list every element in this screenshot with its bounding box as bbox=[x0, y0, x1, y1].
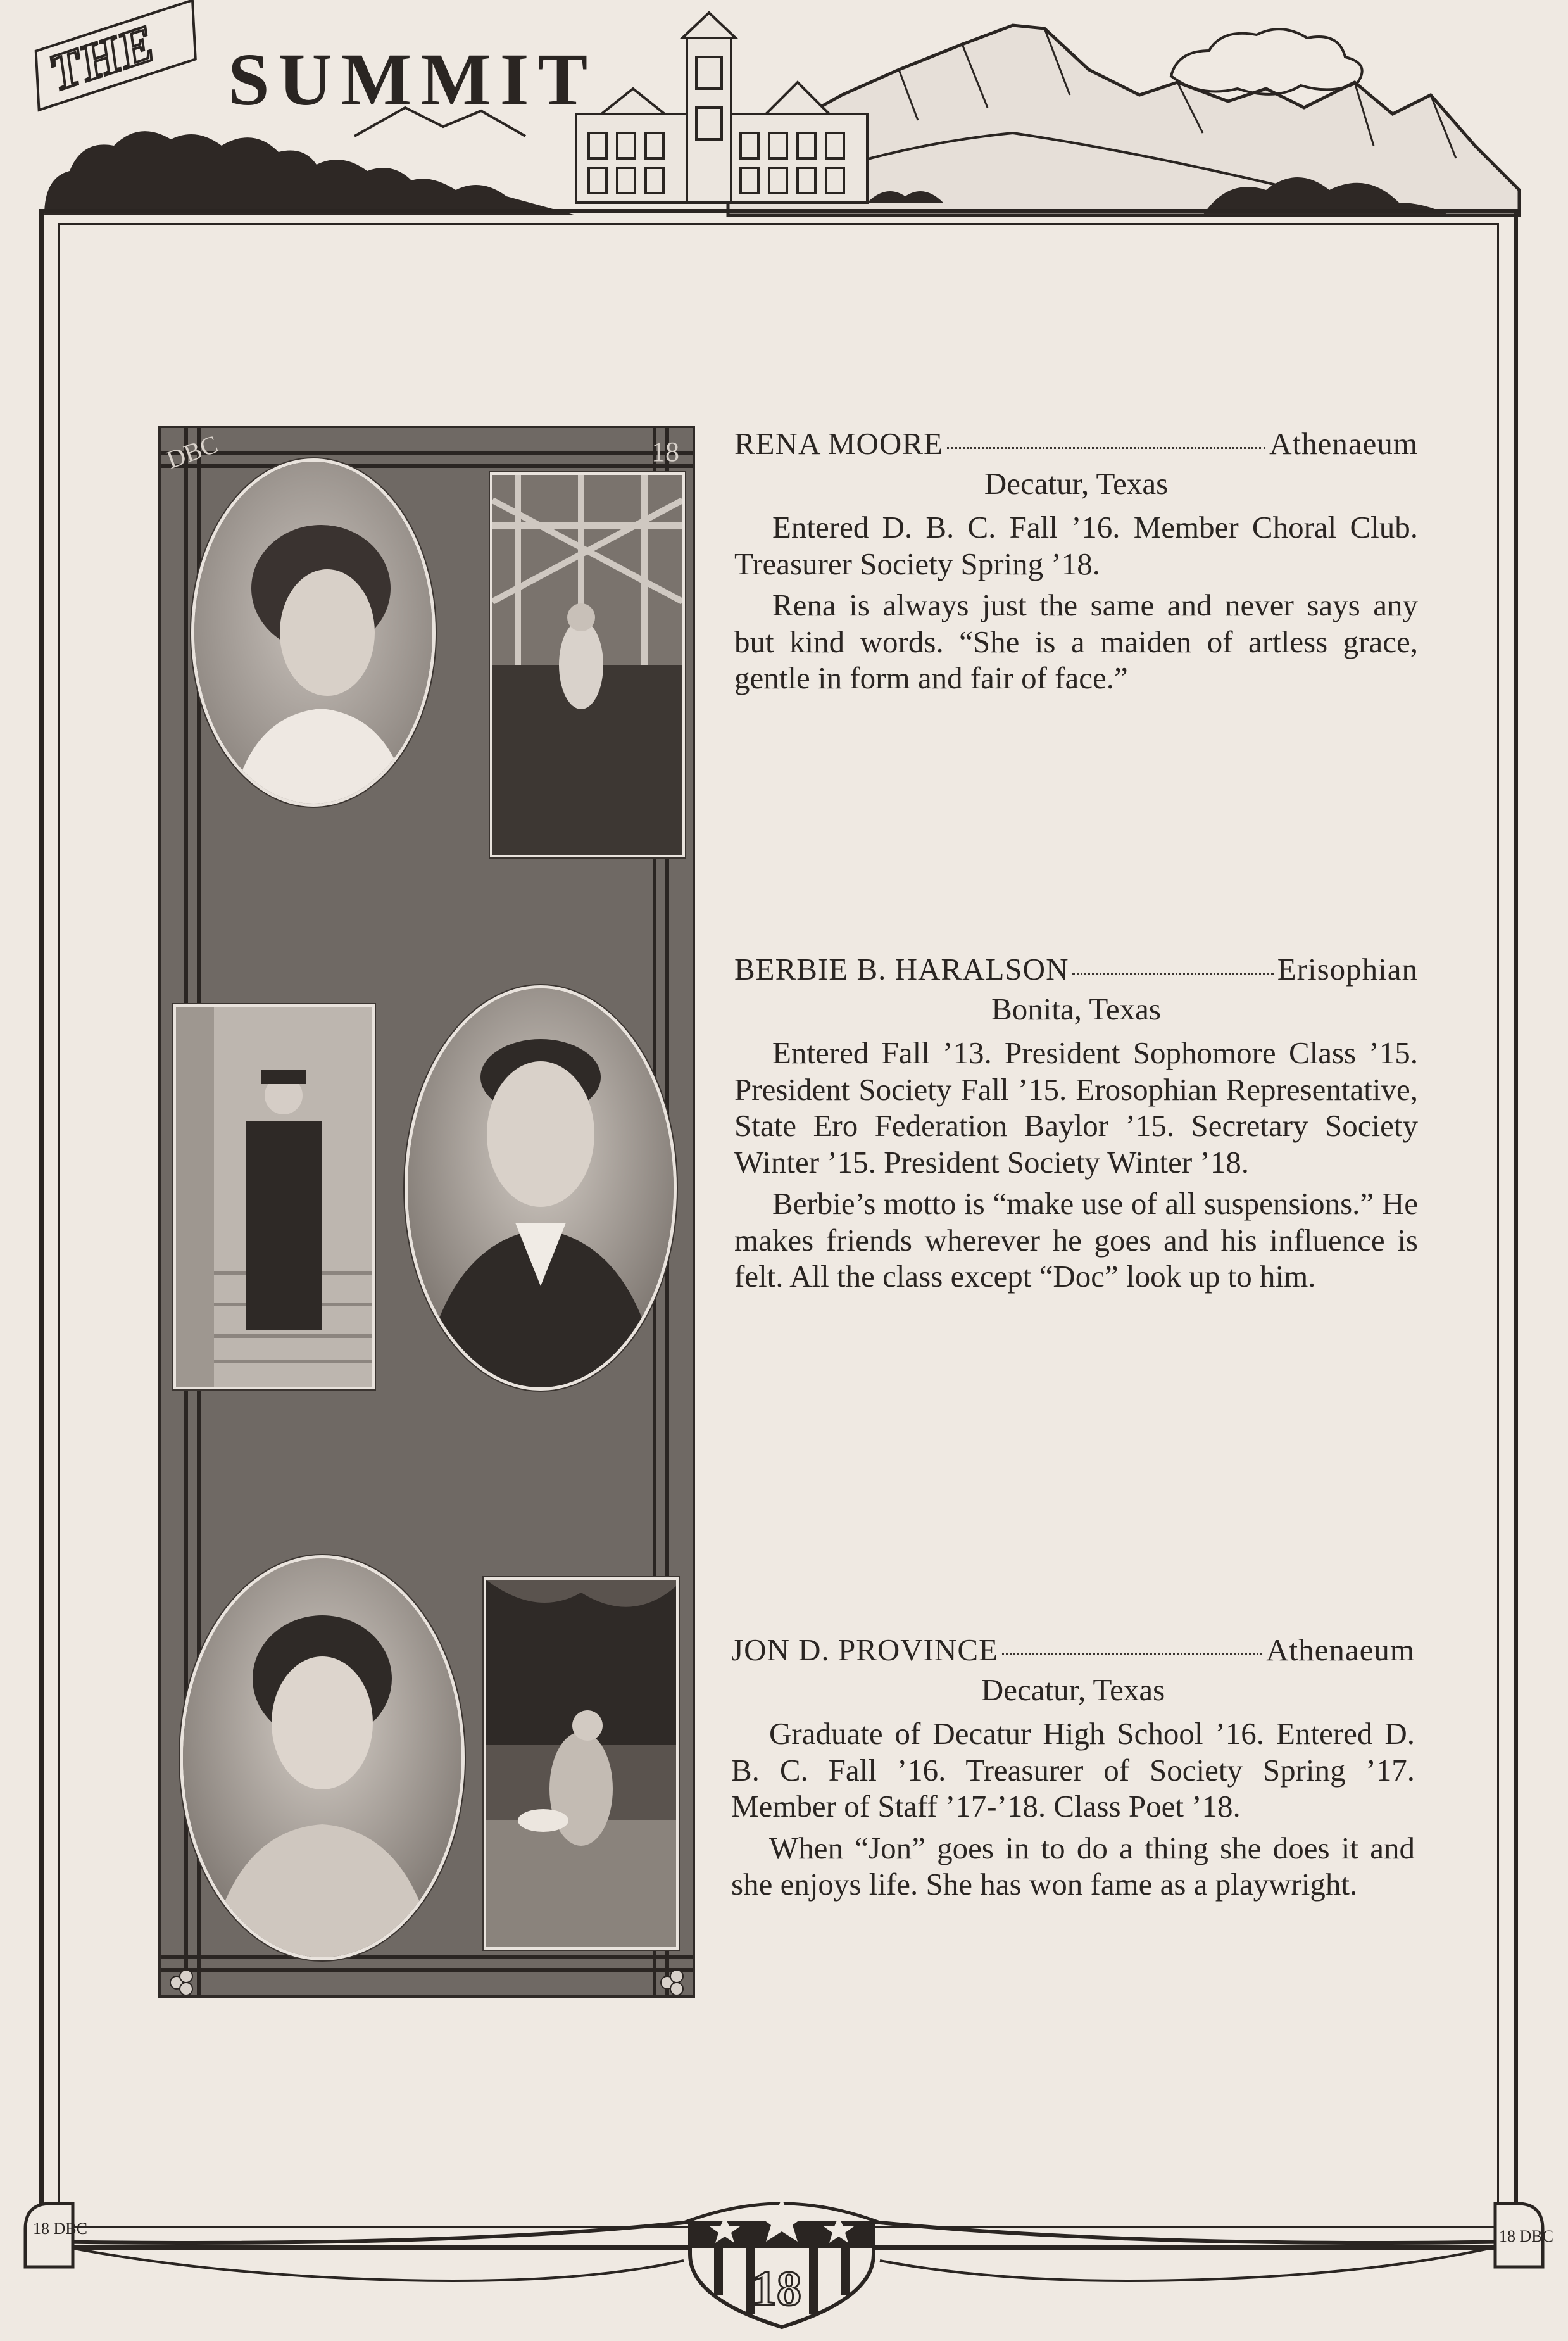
panel-mark-dbc: DBC bbox=[163, 429, 222, 474]
remark-paragraph: When “Jon” goes in to do a thing she does it and she enjoys life. She has won fame as a playwright. bbox=[731, 1830, 1415, 1902]
student-name: RENA MOORE bbox=[734, 426, 943, 461]
entry-heading bbox=[734, 424, 1418, 464]
dot-leader bbox=[1072, 973, 1273, 975]
remark-paragraph: Berbie’s motto is “make use of all suspensions.” He makes friends wherever he goes and his influence is felt. All the class except “Doc” look up to him. bbox=[734, 1186, 1418, 1294]
masthead-title: SUMMIT bbox=[228, 38, 597, 121]
entry-berbie-haralson bbox=[734, 950, 1418, 1295]
hometown: Decatur, Texas bbox=[984, 466, 1169, 501]
clover-icon bbox=[170, 1970, 683, 1995]
student-name: BERBIE B. HARALSON bbox=[734, 952, 1069, 987]
society-name: Erisophian bbox=[1277, 952, 1418, 987]
hometown: Decatur, Texas bbox=[981, 1672, 1165, 1707]
student-name: JON D. PROVINCE bbox=[731, 1632, 999, 1667]
entry-heading bbox=[731, 1631, 1415, 1670]
panel-mark-year: 18 bbox=[651, 436, 679, 467]
photo-panel bbox=[158, 426, 695, 1998]
portrait-rena-moore bbox=[191, 458, 436, 807]
entry-jon-province bbox=[731, 1631, 1415, 1903]
record-paragraph: Entered D. B. C. Fall ’16. Member Choral Club. Treasurer Society Spring ’18. bbox=[734, 510, 1418, 581]
snapshot-rena-moore bbox=[490, 472, 685, 857]
remark-paragraph: Rena is always just the same and never says any but kind words. “She is a maiden of artless grace, gentle in form and fair of face.” bbox=[734, 588, 1418, 695]
footer-ornament bbox=[0, 2178, 1568, 2341]
treeline bbox=[44, 131, 576, 215]
dot-leader bbox=[1002, 1653, 1262, 1655]
shield-icon bbox=[690, 2199, 874, 2327]
masthead-illustration bbox=[0, 0, 1568, 228]
masthead-the: THE bbox=[42, 14, 161, 102]
record-paragraph: Graduate of Decatur High School ’16. Entered D. B. C. Fall ’16. Treasurer of Society Spring ’17. Member of Staff ’17-’18. Class Poet ’18. bbox=[731, 1716, 1415, 1824]
entry-heading bbox=[734, 950, 1418, 989]
society-name: Athenaeum bbox=[1266, 1632, 1415, 1667]
corner-mark-left-text: 18 DBC bbox=[33, 2219, 87, 2238]
record-paragraph: Entered Fall ’13. President Sophomore Class ’15. President Society Fall ’15. Erosophian Representative, State Ero Federation Baylor ’15. Secretary Society Winter ’15. President Society Winter ’18. bbox=[734, 1035, 1418, 1180]
hometown: Bonita, Texas bbox=[991, 992, 1161, 1026]
society-name: Athenaeum bbox=[1269, 426, 1418, 461]
entry-rena-moore bbox=[734, 424, 1418, 697]
portrait-jon-province bbox=[180, 1555, 465, 1960]
footer-emblem-year: 18 bbox=[752, 2261, 801, 2316]
corner-mark-left bbox=[25, 2204, 87, 2267]
college-building bbox=[576, 13, 867, 203]
corner-mark-right-text: 18 DBC bbox=[1499, 2227, 1553, 2245]
snapshot-berbie-haralson bbox=[173, 1004, 375, 1389]
corner-mark-right bbox=[1495, 2204, 1553, 2267]
snapshot-jon-province-outdoor bbox=[484, 1577, 679, 1950]
portrait-berbie-haralson bbox=[405, 985, 677, 1391]
dot-leader bbox=[947, 447, 1265, 449]
